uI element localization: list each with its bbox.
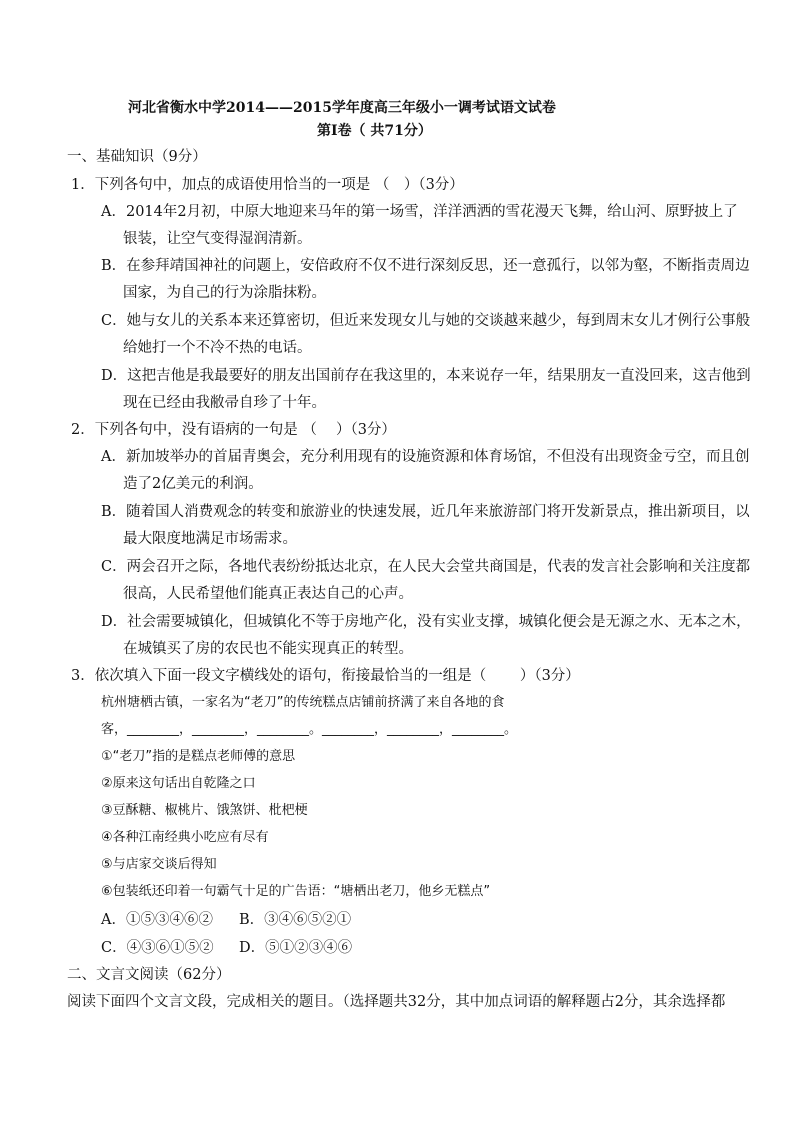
- sentence-item: ③豆酥糖、椒桃片、饿煞饼、枇杷梗: [101, 803, 308, 818]
- sentence-item: ④各种江南经典小吃应有尽有: [101, 830, 269, 845]
- question-stem: 3．依次填入下面一段文字横线处的语句，衔接最恰当的一组是（ ）（3分）: [71, 668, 580, 684]
- option-text: 银装，让空气变得湿润清新。: [123, 231, 312, 247]
- question-stem: 2．下列各句中，没有语病的一句是 （ ）（3分）: [71, 422, 396, 438]
- paper-subtitle: 第Ⅰ卷（ 共71分）: [317, 123, 432, 139]
- option-text: C．两会召开之际，各地代表纷纷抵达北京，在人民大会堂共商国是，代表的发言社会影响和关注度都: [101, 559, 751, 575]
- option-text: 很高，人民希望他们能真正表达自己的心声。: [123, 586, 413, 602]
- option-text: D．社会需要城镇化，但城镇化不等于房地产化，没有实业支撑，城镇化便会是无源之水、无本之木，: [101, 614, 751, 630]
- section-intro: 阅读下面四个文言文段，完成相关的题目。（选择题共32分，其中加点词语的解释题占2分，其余选择都: [67, 994, 726, 1010]
- option-text: B．随着国人消费观念的转变和旅游业的快速发展，近几年来旅游部门将开发新景点，推出新项目，以: [101, 504, 750, 520]
- option-text: D．这把吉他是我最要好的朋友出国前存在我这里的，本来说存一年，结果朋友一直没回来，这吉他到: [101, 368, 751, 384]
- sentence-item: ①“老刀”指的是糕点老师傅的意思: [101, 749, 296, 764]
- option-text: 现在已经由我敝帚自珍了十年。: [123, 395, 326, 411]
- section-heading: 一、基础知识（9分）: [67, 149, 207, 165]
- choice-option-c: C．④③⑥①⑤②: [101, 940, 214, 956]
- sentence-item: ⑤与店家交谈后得知: [101, 857, 217, 872]
- option-text: 造了2亿美元的利润。: [123, 476, 263, 492]
- option-text: 国家，为自己的行为涂脂抹粉。: [123, 285, 326, 301]
- passage-text: 杭州塘栖古镇，一家名为“老刀”的传统糕点店铺前挤满了来自各地的食: [101, 695, 505, 710]
- option-text: A．新加坡举办的首届青奥会，充分利用现有的设施资源和体育场馆，不但没有出现资金亏空，而且创: [101, 449, 750, 465]
- option-text: 给她打一个不冷不热的电话。: [123, 340, 312, 356]
- sentence-item: ⑥包装纸还印着一句霸气十足的广告语：“塘栖出老刀，他乡无糕点”: [101, 884, 491, 899]
- option-text: 最大限度地满足市场需求。: [123, 531, 297, 547]
- choice-option-d: D．⑤①②③④⑥: [239, 940, 353, 956]
- option-text: A．2014年2月初，中原大地迎来马年的第一场雪，洋洋洒洒的雪花漫天飞舞，给山河、原野披上了: [101, 204, 738, 220]
- passage-blanks: 客，________，________，________。________，________，________。: [101, 722, 518, 737]
- sentence-item: ②原来这句话出自乾隆之口: [101, 776, 256, 791]
- exam-title: 河北省衡水中学2014——2015学年度高三年级小一调考试语文试卷: [128, 100, 556, 116]
- option-text: 在城镇买了房的农民也不能实现真正的转型。: [123, 641, 413, 657]
- option-text: C．她与女儿的关系本来还算密切，但近来发现女儿与她的交谈越来越少，每到周末女儿才例行公事般: [101, 313, 751, 329]
- question-stem: 1．下列各句中，加点的成语使用恰当的一项是 （ ）（3分）: [71, 177, 464, 193]
- section-heading: 二、文言文阅读（62分）: [67, 967, 231, 983]
- choice-option-a: A．①⑤③④⑥②: [101, 912, 213, 928]
- option-text: B．在参拜靖国神社的问题上，安倍政府不仅不进行深刻反思，还一意孤行，以邻为壑，不断指责周边: [101, 258, 750, 274]
- choice-option-b: B．③④⑥⑤②①: [239, 912, 352, 928]
